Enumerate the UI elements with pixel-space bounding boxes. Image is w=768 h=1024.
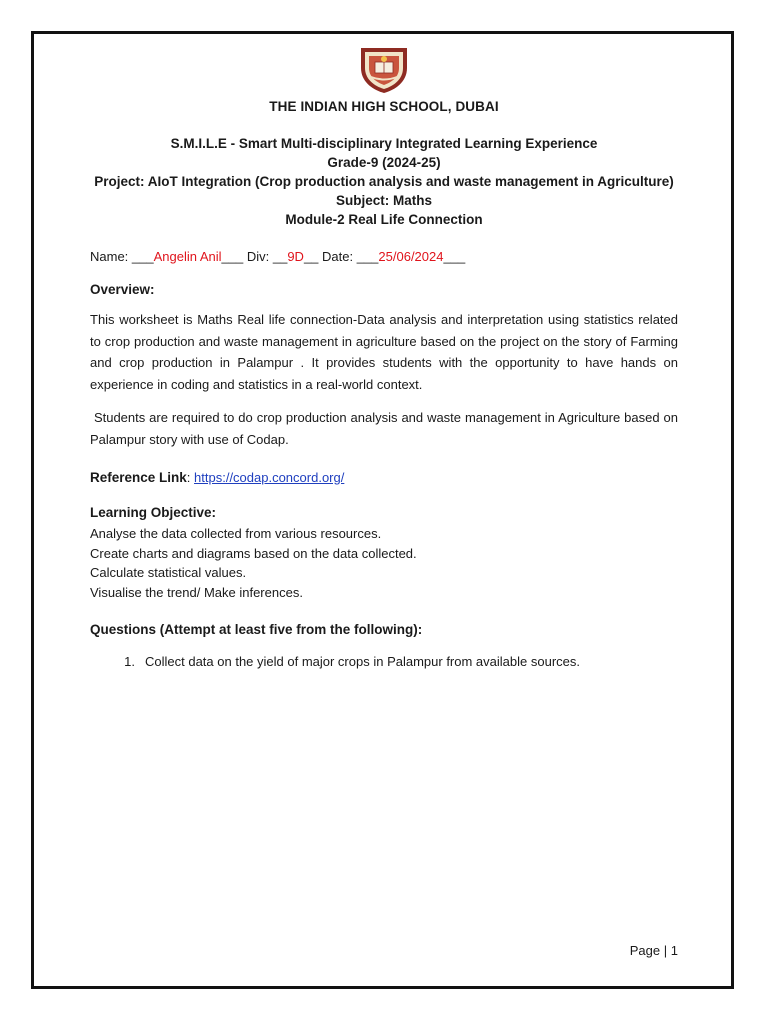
objective-item: Analyse the data collected from various resources. [90,526,382,541]
reference-line [90,470,678,485]
question-text: Collect data on the yield of major crops in Palampur from available sources. [145,654,580,669]
objective-item: Create charts and diagrams based on the data collected. [90,545,417,561]
student-name-value[interactable]: Angelin Anil [153,249,222,264]
reference-separator: : [186,470,195,485]
project-line: Project: AIoT Integration (Crop production analysis and waste management in Agriculture) [94,174,674,189]
page-footer [600,943,678,958]
name-label: Name: ___ [90,249,154,264]
question-item [90,654,678,669]
grade-line: Grade-9 (2024-25) [327,155,441,170]
reference-link[interactable]: https://codap.concord.org/ [194,470,345,485]
questions-list [90,654,678,669]
document-content [90,44,682,682]
div-value[interactable]: 9D [287,249,304,264]
overview-paragraph-2: Students are required to do crop production analysis and waste management in Agriculture based on Palampur story with use of Codap. [90,410,682,447]
overview-heading: Overview: [90,282,155,297]
objective-item: Calculate statistical values. [90,565,247,580]
objective-item: Visualise the trend/ Make inferences. [90,584,303,600]
school-crest-icon [355,44,413,94]
module-line: Module-2 Real Life Connection [285,212,483,227]
overview-paragraph: This worksheet is Maths Real life connection-Data analysis and interpretation using statistics related to crop production and waste management in agriculture based on the project on the story of Farming and crop production in Palampur . It provides students with the opportunity to have hands on experience in coding and statistics in a real-world context. [90,312,678,392]
reference-label: Reference Link [90,470,187,485]
questions-heading: Questions (Attempt at least five from the following): [90,622,423,637]
learning-objective-heading: Learning Objective: [90,505,217,520]
page-label: Page [629,943,661,958]
question-number: 1. [124,654,135,669]
school-name: THE INDIAN HIGH SCHOOL, DUBAI [269,99,499,114]
subject-line: Subject: Maths [335,193,432,208]
program-title: S.M.I.L.E - Smart Multi-disciplinary Integrated Learning Experience [170,136,598,151]
worksheet-header [90,134,678,229]
page-divider: | [663,943,668,958]
date-label: Date: ___ [322,249,379,264]
student-info-line [90,249,678,264]
date-suffix: ___ [443,249,466,264]
name-suffix: ___ [221,249,247,264]
div-suffix: __ [303,249,323,264]
date-value[interactable]: 25/06/2024 [378,249,444,264]
page-number: 1 [670,943,678,958]
learning-objectives-list [90,524,678,602]
div-label: Div: __ [246,249,288,264]
